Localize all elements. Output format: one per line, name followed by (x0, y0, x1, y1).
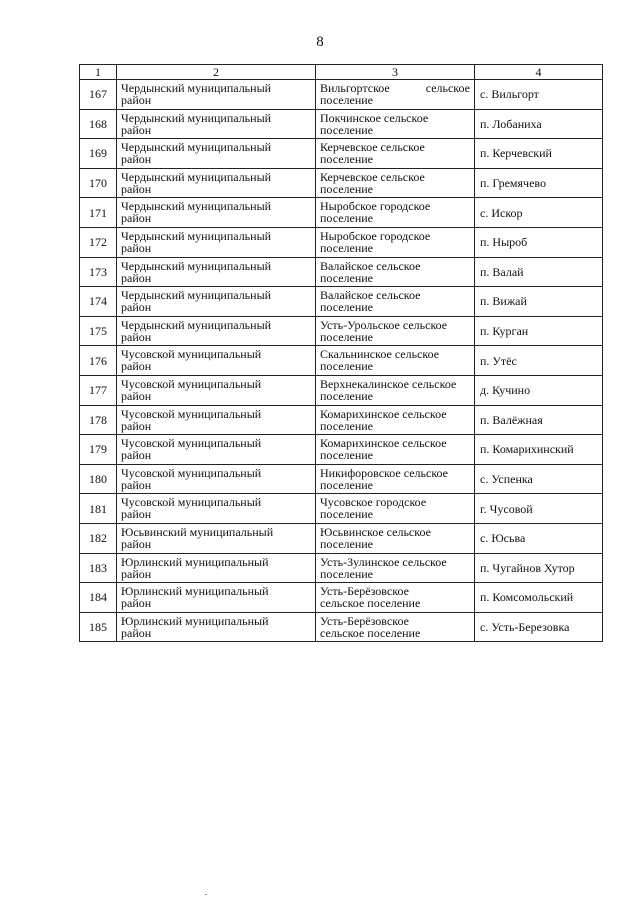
district-line: район (121, 477, 152, 492)
settlement-cell (316, 375, 475, 405)
table-row (80, 375, 603, 405)
district-cell (117, 287, 316, 317)
settlement-cell (316, 80, 475, 110)
settlement-line: поселение (320, 122, 374, 137)
table-row (80, 198, 603, 228)
settlement-line: поселение (320, 448, 374, 463)
administrative-center: п. Гремячево (475, 168, 603, 198)
district-line: район (121, 536, 152, 551)
administrative-center: п. Утёс (475, 346, 603, 376)
settlement-cell (316, 316, 475, 346)
settlement-line: поселение (320, 536, 374, 551)
settlement-line: Керчевское сельское (320, 140, 425, 155)
row-number: 170 (80, 168, 117, 198)
district-line: Чердынский муниципальный (121, 169, 272, 184)
settlement-line: Керчевское сельское (320, 169, 425, 184)
district-cell (117, 139, 316, 169)
administrative-center: п. Комсомольский (475, 583, 603, 613)
settlement-cell (316, 346, 475, 376)
district-cell (117, 464, 316, 494)
settlement-line: Усть-Берёзовское (320, 613, 409, 628)
settlement-line: Усть-Зулинское сельское (320, 554, 447, 569)
district-cell (117, 227, 316, 257)
settlement-cell (316, 553, 475, 583)
row-number: 180 (80, 464, 117, 494)
district-line: Юрлинский муниципальный (121, 554, 269, 569)
district-line: Чердынский муниципальный (121, 140, 272, 155)
district-line: район (121, 418, 152, 433)
district-cell (117, 346, 316, 376)
district-line: район (121, 270, 152, 285)
settlement-line: сельское поселение (320, 596, 421, 611)
settlement-cell (316, 227, 475, 257)
district-line: Чусовской муниципальный (121, 495, 262, 510)
settlement-line: поселение (320, 300, 374, 315)
table-row (80, 257, 603, 287)
administrative-center: п. Чугайнов Хутор (475, 553, 603, 583)
settlement-line: Верхнекалинское сельское (320, 376, 457, 391)
district-cell (117, 612, 316, 642)
row-number: 171 (80, 198, 117, 228)
district-line: район (121, 152, 152, 167)
settlement-line: Валайское сельское (320, 288, 421, 303)
settlement-line: Никифоровское сельское (320, 465, 449, 480)
row-number: 174 (80, 287, 117, 317)
district-cell (117, 316, 316, 346)
settlement-word: сельское (425, 81, 470, 95)
settlement-line: Усть-Берёзовское (320, 584, 409, 599)
settlement-line: Скальнинское сельское (320, 347, 440, 362)
district-line: Чердынский муниципальный (121, 81, 272, 95)
scan-speck (205, 894, 207, 895)
administrative-center: п. Валай (475, 257, 603, 287)
district-cell (117, 375, 316, 405)
column-header-3: 3 (316, 65, 475, 80)
settlement-line: поселение (320, 359, 374, 374)
row-number: 175 (80, 316, 117, 346)
table-row (80, 583, 603, 613)
district-cell (117, 257, 316, 287)
settlement-line: поселение (320, 418, 374, 433)
settlement-cell (316, 612, 475, 642)
district-line: район (121, 122, 152, 137)
table-row (80, 109, 603, 139)
district-line: Чердынский муниципальный (121, 317, 272, 332)
table-row (80, 168, 603, 198)
settlement-line: Комарихинское сельское (320, 406, 447, 421)
table-row (80, 464, 603, 494)
row-number: 169 (80, 139, 117, 169)
row-number: 173 (80, 257, 117, 287)
settlement-line: Валайское сельское (320, 258, 421, 273)
settlement-line: поселение (320, 181, 374, 196)
administrative-center: п. Валёжная (475, 405, 603, 435)
district-line: район (121, 507, 152, 522)
column-header-2: 2 (117, 65, 316, 80)
district-cell (117, 405, 316, 435)
settlement-line: поселение (320, 152, 374, 167)
settlement-line: поселение (320, 93, 374, 107)
district-line: Чердынский муниципальный (121, 288, 272, 303)
district-line: Чусовской муниципальный (121, 406, 262, 421)
table-row (80, 435, 603, 465)
district-line: район (121, 181, 152, 196)
settlement-line: поселение (320, 240, 374, 255)
district-line: Юрлинский муниципальный (121, 613, 269, 628)
table-row (80, 553, 603, 583)
district-cell (117, 583, 316, 613)
district-line: район (121, 300, 152, 315)
district-line: район (121, 93, 152, 107)
row-number: 176 (80, 346, 117, 376)
district-line: район (121, 596, 152, 611)
administrative-center: с. Усть-Березовка (475, 612, 603, 642)
district-line: район (121, 448, 152, 463)
row-number: 184 (80, 583, 117, 613)
settlement-line: Юсьвинское сельское (320, 524, 431, 539)
settlement-line: поселение (320, 270, 374, 285)
row-number: 183 (80, 553, 117, 583)
settlement-cell (316, 405, 475, 435)
settlement-word: Вильгортское (320, 81, 390, 95)
settlement-cell (316, 139, 475, 169)
administrative-center: г. Чусовой (475, 494, 603, 524)
settlement-line: поселение (320, 329, 374, 344)
district-line: Чусовской муниципальный (121, 436, 262, 451)
table-row (80, 346, 603, 376)
district-line: Чердынский муниципальный (121, 228, 272, 243)
table-body (80, 80, 603, 642)
district-cell (117, 198, 316, 228)
column-header-4: 4 (475, 65, 603, 80)
table-row (80, 405, 603, 435)
settlement-cell (316, 109, 475, 139)
district-line: Чердынский муниципальный (121, 199, 272, 214)
administrative-center: п. Лобаниха (475, 109, 603, 139)
row-number: 167 (80, 80, 117, 110)
district-cell (117, 168, 316, 198)
district-line: Чусовской муниципальный (121, 347, 262, 362)
district-line: Чусовской муниципальный (121, 376, 262, 391)
row-number: 179 (80, 435, 117, 465)
settlement-line: Покчинское сельское (320, 110, 429, 125)
settlement-line: Чусовское городское (320, 495, 427, 510)
district-cell (117, 494, 316, 524)
administrative-center: п. Вижай (475, 287, 603, 317)
settlement-line: Ныробское городское (320, 199, 431, 214)
row-number: 182 (80, 523, 117, 553)
district-cell (117, 435, 316, 465)
district-line: Чердынский муниципальный (121, 110, 272, 125)
administrative-center: п. Комарихинский (475, 435, 603, 465)
settlement-line: Ныробское городское (320, 228, 431, 243)
table-row (80, 139, 603, 169)
district-line: Чусовской муниципальный (121, 465, 262, 480)
settlement-cell (316, 168, 475, 198)
settlement-line: поселение (320, 477, 374, 492)
administrative-center: п. Керчевский (475, 139, 603, 169)
settlement-cell (316, 583, 475, 613)
table-row (80, 287, 603, 317)
row-number: 181 (80, 494, 117, 524)
settlements-table (79, 64, 603, 642)
settlement-line: Усть-Урольское сельское (320, 317, 448, 332)
row-number: 172 (80, 227, 117, 257)
row-number: 168 (80, 109, 117, 139)
district-cell (117, 80, 316, 110)
table-row (80, 612, 603, 642)
table-row (80, 316, 603, 346)
district-line: Юсьвинский муниципальный (121, 524, 274, 539)
settlement-line: поселение (320, 507, 374, 522)
page-number: 8 (316, 34, 324, 50)
administrative-center: с. Успенка (475, 464, 603, 494)
table-row (80, 523, 603, 553)
district-line: район (121, 211, 152, 226)
administrative-center: с. Вильгорт (475, 80, 603, 110)
row-number: 178 (80, 405, 117, 435)
district-line: район (121, 388, 152, 403)
row-number: 185 (80, 612, 117, 642)
row-number: 177 (80, 375, 117, 405)
table-row (80, 494, 603, 524)
district-cell (117, 523, 316, 553)
table-row (80, 227, 603, 257)
settlement-cell (316, 198, 475, 228)
settlement-line: Комарихинское сельское (320, 436, 447, 451)
settlement-line: поселение (320, 566, 374, 581)
district-line: Чердынский муниципальный (121, 258, 272, 273)
district-cell (117, 109, 316, 139)
district-line: Юрлинский муниципальный (121, 584, 269, 599)
settlement-line: сельское поселение (320, 625, 421, 640)
district-line: район (121, 625, 152, 640)
administrative-center: п. Ныроб (475, 227, 603, 257)
column-header-1: 1 (80, 65, 117, 80)
settlement-cell (316, 287, 475, 317)
administrative-center: с. Юсьва (475, 523, 603, 553)
settlement-line: поселение (320, 388, 374, 403)
administrative-center: д. Кучино (475, 375, 603, 405)
administrative-center: п. Курган (475, 316, 603, 346)
settlement-cell (316, 257, 475, 287)
table-header-row (80, 65, 603, 80)
settlement-cell (316, 494, 475, 524)
settlement-cell (316, 435, 475, 465)
district-line: район (121, 359, 152, 374)
district-cell (117, 553, 316, 583)
settlement-line: поселение (320, 211, 374, 226)
district-line: район (121, 566, 152, 581)
settlement-cell (316, 464, 475, 494)
settlement-cell (316, 523, 475, 553)
administrative-center: с. Искор (475, 198, 603, 228)
table-row (80, 80, 603, 110)
district-line: район (121, 329, 152, 344)
district-line: район (121, 240, 152, 255)
